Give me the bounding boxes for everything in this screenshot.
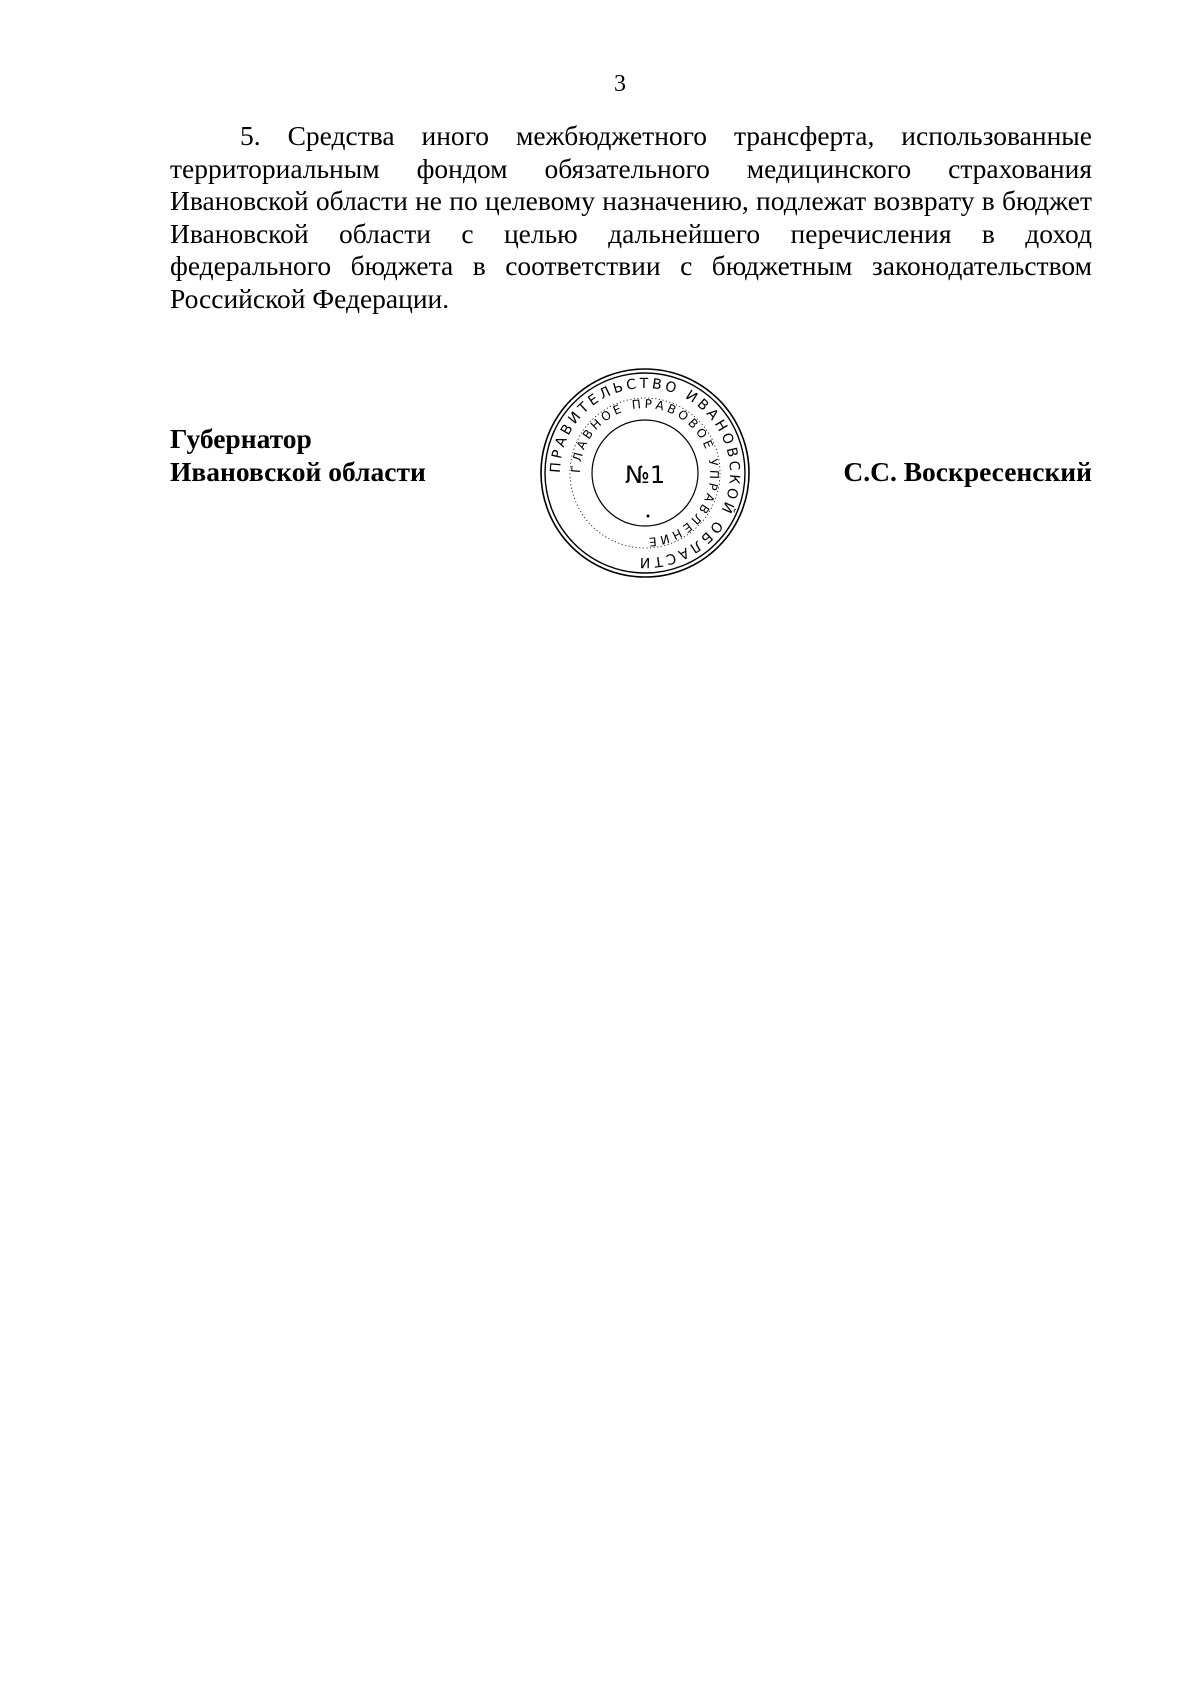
page-number: 3 <box>614 71 626 97</box>
paragraph-5: 5. Средства иного межбюджетного трансферта, использованные территориальным фондом обязательного медицинского страхования Ивановской области не по целевому назначению, подлежат возврату в бюджет Ивановской области с целью дальнейшего перечисления в доход федерального бюджета в соответствии с бюджетным законодательством Российской Федерации. <box>170 120 1092 314</box>
official-seal <box>538 366 752 580</box>
signer-position-line-2: Ивановской области <box>170 456 426 487</box>
seal-center-number: №1 <box>624 461 666 489</box>
signer-name: С.С. Воскресенский <box>843 456 1092 487</box>
seal-outer-text: ПРАВИТЕЛЬСТВО ИВАНОВСКОЙ ОБЛАСТИ <box>547 375 743 571</box>
signature-position <box>170 422 426 488</box>
signer-position-line-1: Губернатор <box>170 423 312 454</box>
seal-inner-text: ГЛАВНОЕ ПРАВОВОЕ УПРАВЛЕНИЕ <box>568 396 722 550</box>
